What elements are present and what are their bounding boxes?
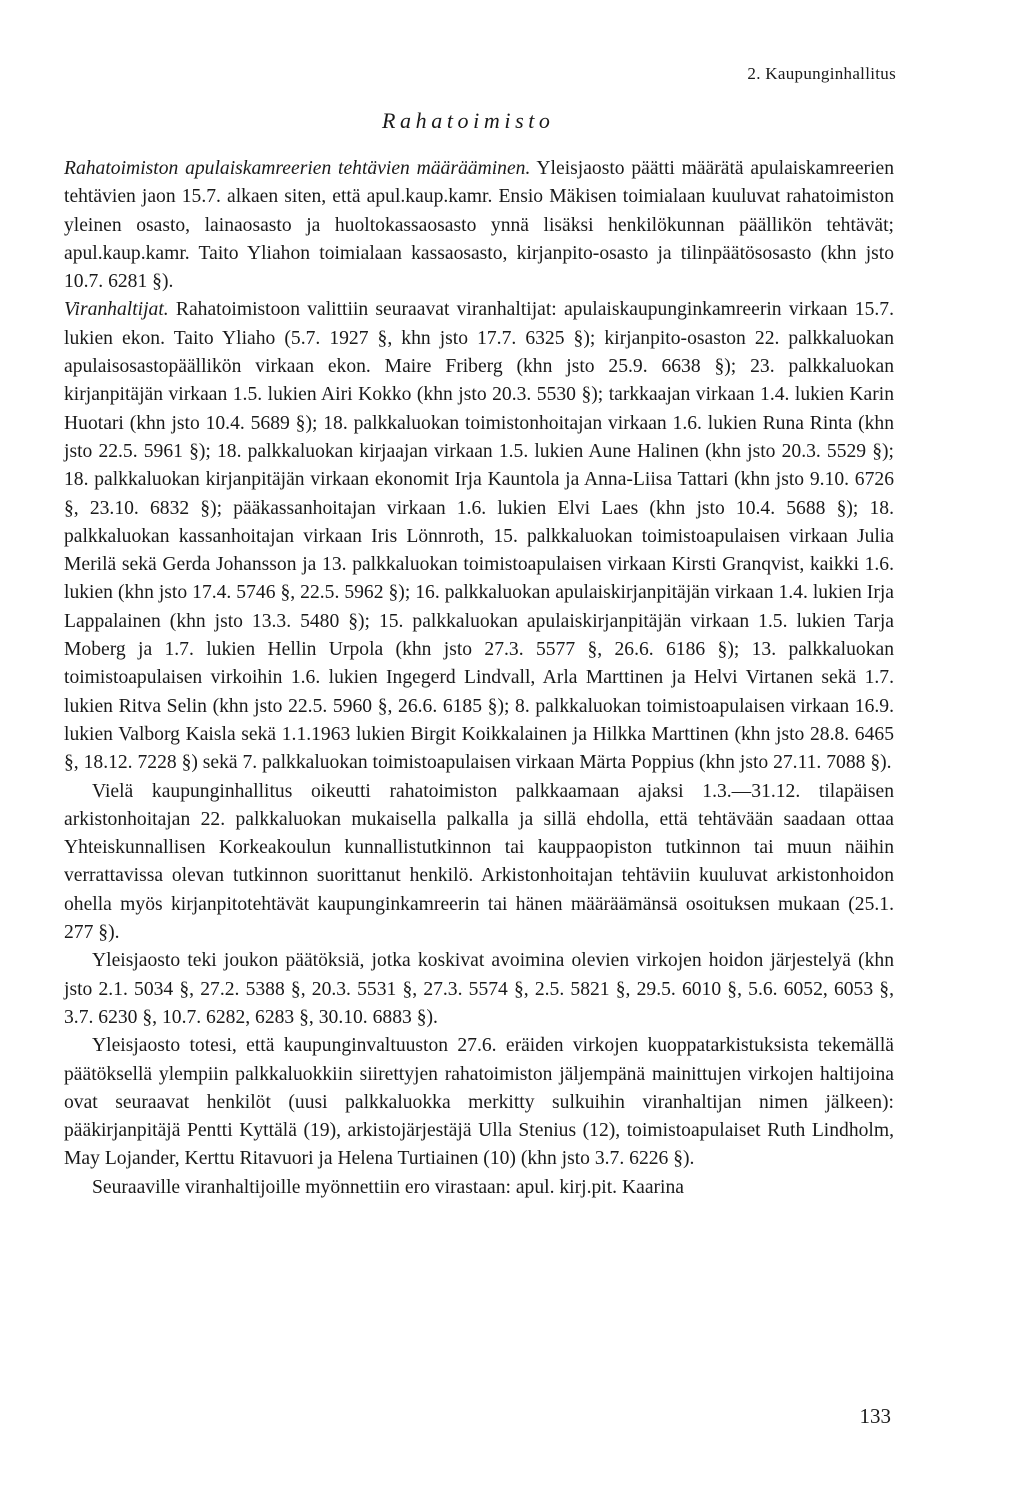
paragraph-text: Seuraaville viranhaltijoille myönnettiin ero virastaan: apul. kirj.pit. Kaarina: [92, 1176, 684, 1198]
body-text: [64, 155, 894, 1202]
paragraph-text: Yleisjaosto teki joukon päätöksiä, jotka koskivat avoimina olevien virkojen hoidon järjestelyä (khn jsto 2.1. 5034 §, 27.2. 5388 §, 20.3. 5531 §, 27.3. 5574 §, 2.5. 5821 §, 29.5. 6010 §, 5.6. 6052, 6053 §, 3.7. 6230 §, 10.7. 6282, 6283 §, 30.10. 6883 §).: [64, 950, 894, 1028]
paragraph-text: Yleisjaosto päätti määrätä apulaiskamreerien tehtävien jaon 15.7. alkaen siten, että apul.kaup.kamr. Ensio Mäkisen toimialaan kuuluvat rahatoimiston yleinen osasto, lainaosasto ja huoltokassaosasto ynnä lisäksi henkilökunnan päällikön tehtävät; apul.kaup.kamr. Taito Yliahon toimialaan kassaosasto, kirjanpito-osasto ja tilinpäätösosasto (khn jsto 10.7. 6281 §).: [64, 158, 894, 293]
paragraph: [64, 155, 894, 296]
paragraph: [64, 947, 894, 1032]
page-number: 133: [859, 1404, 891, 1428]
section-title: Rahatoimisto: [382, 108, 555, 133]
paragraph-text: Rahatoimistoon valittiin seuraavat viranhaltijat: apulaiskaupunginkamreerin virkaan 15.7. lukien ekon. Taito Yliaho (5.7. 1927 §, khn jsto 17.7. 6325 §); kirjanpito-osaston 22. palkkaluokan apulaisosastopäällikön virkaan ekon. Maire Friberg (khn jsto 25.9. 6638 §); 23. palkkaluokan kirjanpitäjän virkaan 1.5. lukien Airi Kokko (khn jsto 20.3. 5530 §); tarkkaajan virkaan 1.4. lukien Karin Huotari (khn jsto 10.4. 5689 §); 18. palkkaluokan toimistonhoitajan virkaan 1.6. lukien Runa Rinta (khn jsto 22.5. 5961 §); 18. palkkaluokan kirjaajan virkaan 1.5. lukien Aune Halinen (khn jsto 20.3. 5529 §); 18. palkkaluokan kirjanpitäjän virkaan ekonomit Irja Kauntola ja Anna-Liisa Tattari (khn jsto 9.10. 6726 §, 23.10. 6832 §); pääkassanhoitajan virkaan 1.6. lukien Elvi Laes (khn jsto 10.4. 5688 §); 18. palkkaluokan kassanhoitajan virkaan Iris Lönnroth, 15. palkkaluokan toimistoapulaisen virkaan Julia Merilä sekä Gerda Johansson ja 13. palkkaluokan toimistoapulaisen virkaan Kirsti Granqvist, kaikki 1.6. lukien (khn jsto 17.4. 5746 §, 22.5. 5962 §); 16. palkkaluokan apulaiskirjanpitäjän virkaan 1.4. lukien Irja Lappalainen (khn jsto 13.3. 5480 §); 15. palkkaluokan apulaiskirjanpitäjän virkaan 1.5. lukien Tarja Moberg ja 1.7. lukien Hellin Urpola (khn jsto 27.3. 5577 §, 26.6. 6186 §); 13. palkkaluokan toimistoapulaisen virkoihin 1.6. lukien Ingegerd Lindvall, Arla Marttinen ja Helvi Virtanen sekä 1.7. lukien Ritva Selin (khn jsto 22.5. 5960 §, 26.6. 6185 §); 8. palkkaluokan toimistoapulaisen virkaan 16.9. lukien Valborg Kaisla sekä 1.1.1963 lukien Birgit Koikkalainen ja Hilkka Marttinen (khn jsto 28.8. 6465 §, 18.12. 7228 §) sekä 7. palkkaluokan toimistoapulaisen virkaan Märta Poppius (khn jsto 27.11. 7088 §).: [64, 299, 894, 774]
paragraph-lead: Viranhaltijat.: [64, 299, 169, 321]
paragraph-text: Vielä kaupunginhallitus oikeutti rahatoimiston palkkaamaan ajaksi 1.3.—31.12. tilapäisen arkistonhoitajan 22. palkkaluokan mukaisella palkalla ja sillä ehdolla, että tehtävään saadaan ottaa Yhteiskunnallisen Korkeakoulun kunnallistutkinnon tai kauppaopiston tutkinnon tai muun näihin verrattavissa olevan tutkinnon suorittanut henkilö. Arkistonhoitajan tehtäviin kuuluvat arkistonhoidon ohella myös kirjanpitotehtävät kaupunginkamreerin tai hänen määräämänsä osoituksen mukaan (25.1. 277 §).: [64, 780, 894, 944]
paragraph: [64, 778, 894, 948]
paragraph-lead: Rahatoimiston apulaiskamreerien tehtävien määrääminen.: [64, 158, 531, 179]
paragraph: [64, 296, 894, 777]
paragraph-text: Yleisjaosto totesi, että kaupunginvaltuuston 27.6. eräiden virkojen kuoppatarkistuksista tekemällä päätöksellä ylempiin palkkaluokkiin siirettyjen rahatoimiston jäljempänä mainittujen virkojen haltijoina ovat seuraavat henkilöt (uusi palkkaluokka merkitty sulkuihin viranhaltijan nimen jälkeen): pääkirjanpitäjä Pentti Kyttälä (19), arkistojärjestäjä Ulla Stenius (12), toimistoapulaiset Ruth Lindholm, May Lojander, Kerttu Ritavuori ja Helena Turtiainen (10) (khn jsto 3.7. 6226 §).: [64, 1035, 894, 1170]
running-head: 2. Kaupunginhallitus: [747, 64, 896, 83]
paragraph: [64, 1032, 894, 1173]
paragraph: [64, 1174, 894, 1202]
